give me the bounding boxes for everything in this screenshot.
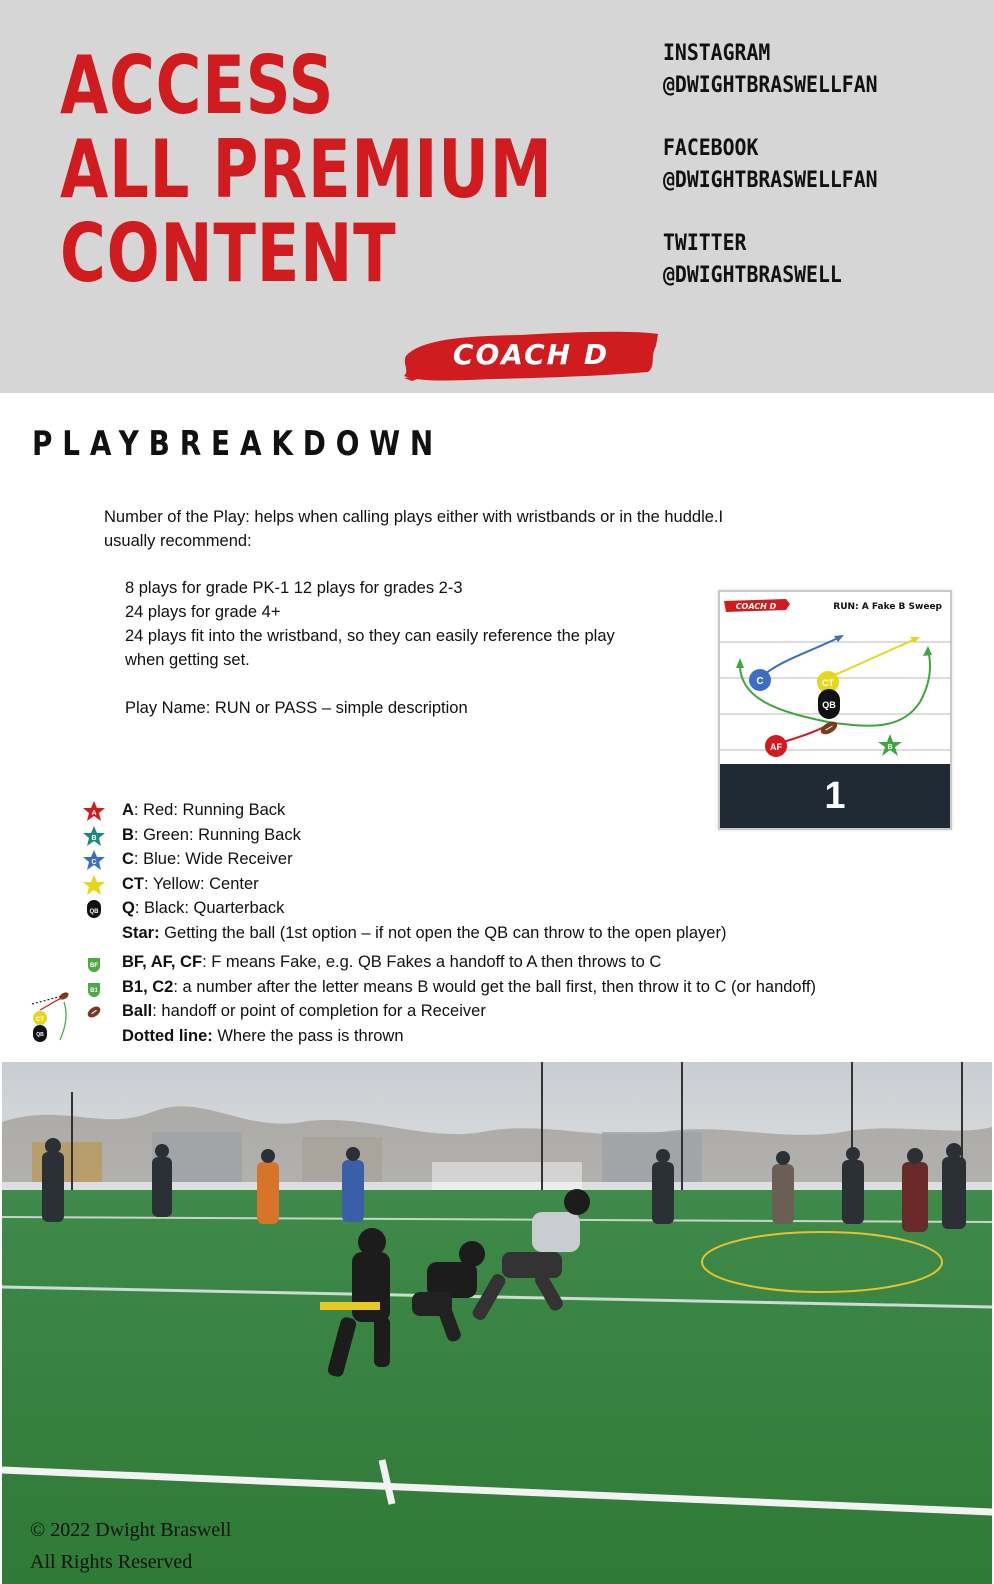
legend-item — [82, 823, 962, 848]
social-instagram[interactable] — [663, 38, 878, 102]
headline — [60, 39, 553, 300]
social-network-label: FACEBOOK — [663, 136, 759, 161]
legend-item — [82, 950, 962, 975]
social-network-label: INSTAGRAM — [663, 41, 771, 66]
legend-item — [82, 999, 962, 1024]
coach-d-logo-text: COACH D — [452, 338, 610, 371]
dotted-line-example-icon — [28, 990, 72, 1046]
section-title: PLAYBREAKDOWN — [32, 424, 444, 464]
card-player-af: AF — [770, 742, 782, 752]
card-player-ct: CT — [822, 678, 834, 688]
red-star-icon — [82, 800, 106, 822]
legend-key: B1, C2 — [122, 977, 174, 996]
legend-key: BF, AF, CF — [122, 953, 203, 971]
copyright — [30, 1514, 231, 1578]
green-star-icon — [82, 825, 106, 847]
social-handle[interactable]: @DWIGHTBRASWELL — [663, 263, 842, 288]
recommendations — [125, 576, 705, 672]
card-title: RUN: A Fake B Sweep — [833, 602, 942, 612]
play-card — [718, 590, 952, 830]
recommendation-line: 24 plays fit into the wristband, so they can easily reference the play — [125, 627, 615, 645]
svg-text:CT: CT — [36, 1017, 44, 1023]
legend-key: CT — [122, 874, 144, 893]
black-qb-icon — [82, 898, 106, 920]
card-player-b: B — [887, 744, 893, 751]
rights-line: All Rights Reserved — [30, 1551, 193, 1573]
social-handle[interactable]: @DWIGHTBRASWELLFAN — [663, 168, 878, 193]
recommendation-line: 8 plays for grade PK-1 12 plays for grades 2-3 — [125, 579, 463, 597]
legend-item — [82, 872, 962, 897]
premium-banner — [0, 0, 994, 393]
svg-text:B: B — [91, 834, 97, 842]
legend-desc: : a number after the letter means B would get the ball first, then throw it to C (or handoff) — [173, 977, 816, 996]
legend-desc: : Green: Running Back — [133, 825, 301, 844]
football-icon — [82, 1001, 106, 1023]
headline-line-2: ALL PREMIUM — [60, 123, 553, 216]
field-scene — [2, 1062, 992, 1584]
legend-key: Ball — [122, 1002, 153, 1020]
intro-paragraph: Number of the Play: helps when calling plays either with wristbands or in the huddle.I usually recommend: — [104, 508, 724, 550]
legend-desc: : Black: Quarterback — [134, 899, 285, 917]
headline-line-1: ACCESS — [60, 39, 335, 132]
headline-line-3: CONTENT — [60, 207, 397, 300]
copyright-line: © 2022 Dwight Braswell — [30, 1519, 232, 1541]
play-diagram — [720, 592, 950, 764]
legend-key: Q — [122, 899, 135, 917]
legend-item — [82, 896, 962, 921]
card-logo-text: COACH D — [735, 602, 777, 611]
legend-key: C — [122, 850, 134, 868]
legend-item — [82, 921, 962, 946]
legend-desc: Getting the ball (1st option – if not open the QB can throw to the open player) — [159, 923, 727, 942]
svg-text:BF: BF — [90, 963, 98, 969]
card-player-c: C — [756, 676, 764, 687]
play-name-note: Play Name: RUN or PASS – simple description — [125, 699, 468, 717]
green-bf-icon — [82, 952, 106, 974]
social-handle[interactable]: @DWIGHTBRASWELLFAN — [663, 73, 878, 98]
yellow-star-icon — [82, 874, 106, 896]
legend-item — [82, 847, 962, 872]
social-links — [663, 38, 878, 323]
green-b1-icon — [82, 977, 106, 999]
svg-text:C: C — [91, 859, 97, 866]
social-facebook[interactable] — [663, 133, 878, 197]
svg-text:QB: QB — [89, 909, 99, 915]
legend-desc: : handoff or point of completion for a Receiver — [152, 1002, 486, 1020]
social-network-label: TWITTER — [663, 231, 747, 256]
flag-football-photo — [2, 1062, 992, 1584]
blue-star-icon — [82, 849, 106, 871]
legend-desc: : Red: Running Back — [133, 801, 286, 819]
svg-text:A: A — [91, 810, 97, 817]
social-twitter[interactable] — [663, 228, 878, 292]
legend-item — [82, 798, 962, 823]
legend-key: Dotted line: — [122, 1026, 213, 1045]
legend-desc: : Yellow: Center — [144, 874, 259, 893]
legend-key: Star: — [122, 923, 160, 942]
legend-desc: : Blue: Wide Receiver — [133, 850, 293, 868]
svg-text:QB: QB — [36, 1032, 44, 1038]
recommendation-line: 24 plays for grade 4+ — [125, 603, 281, 621]
recommendation-line: when getting set. — [125, 651, 250, 669]
legend-key: B — [122, 825, 134, 844]
legend — [82, 798, 962, 1048]
card-player-qb: QB — [822, 700, 836, 710]
legend-item — [82, 975, 962, 1000]
legend-desc: : F means Fake, e.g. QB Fakes a handoff to A then throws to C — [202, 953, 662, 971]
legend-item — [82, 1024, 962, 1049]
legend-desc: Where the pass is thrown — [212, 1026, 404, 1045]
coach-d-logo — [400, 326, 662, 384]
svg-text:B1: B1 — [90, 987, 98, 994]
play-number: 1 — [720, 764, 950, 828]
legend-key: A — [122, 801, 134, 819]
